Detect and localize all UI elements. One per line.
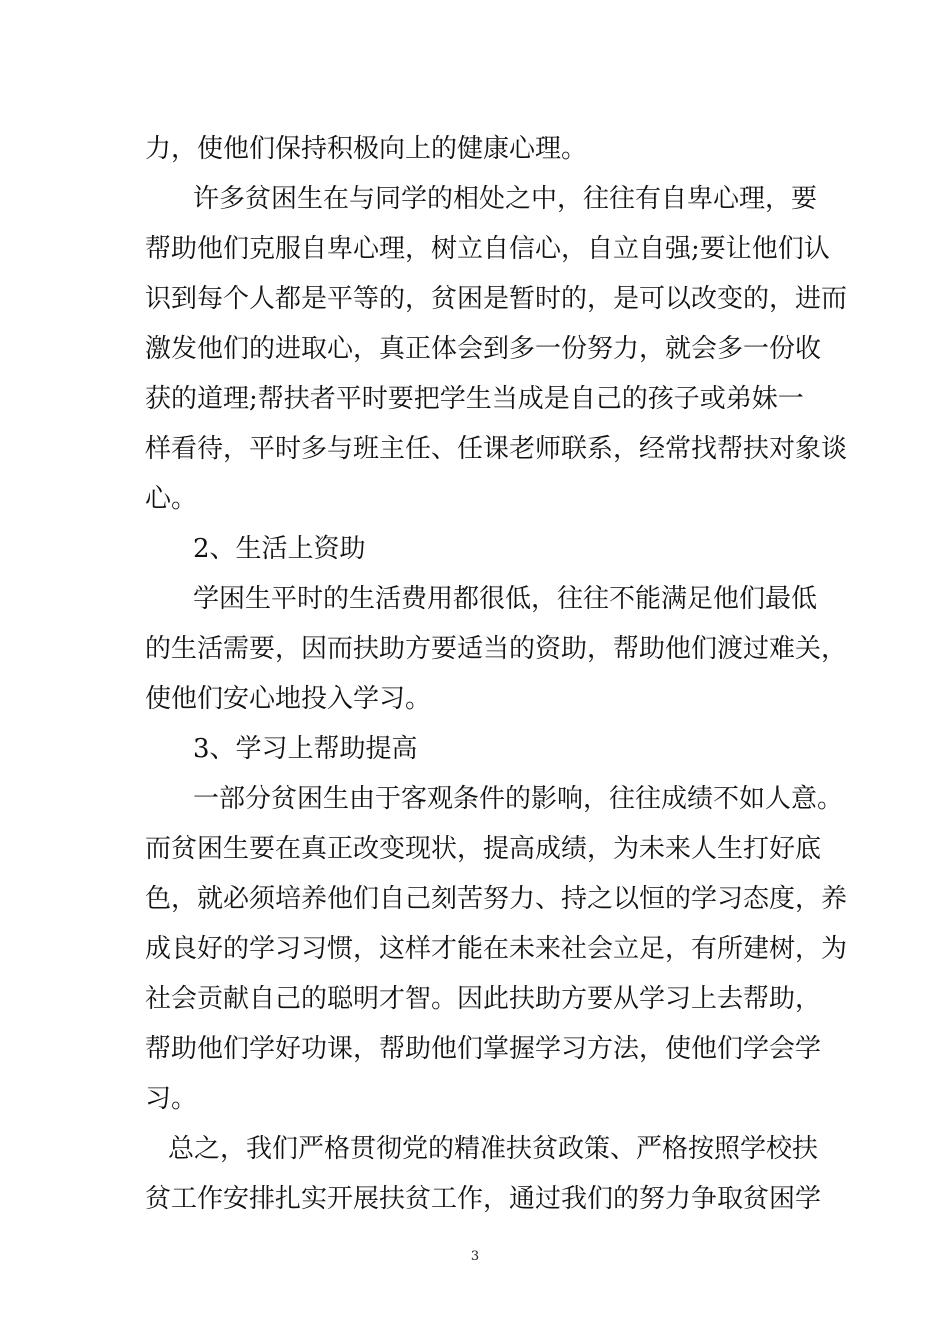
text-line: 激发他们的进取心，真正体会到多一份努力，就会多一份收 — [145, 334, 822, 364]
text-line: 帮助他们学好功课，帮助他们掌握学习方法，使他们学会学 — [145, 1034, 822, 1064]
text-line: 使他们安心地投入学习。 — [145, 684, 432, 714]
section-heading-living-aid: 2、生活上资助 — [193, 534, 366, 564]
text-line: 习。 — [145, 1084, 198, 1114]
paragraph-start: 一部分贫困生由于客观条件的影响，往往成绩不如人意。 — [193, 784, 844, 814]
paragraph-start-summary: 总之，我们严格贯彻党的精准扶贫政策、严格按照学校扶 — [168, 1134, 819, 1164]
text-line: 心。 — [145, 484, 198, 514]
text-line: 社会贡献自己的聪明才智。因此扶助方要从学习上去帮助， — [145, 984, 822, 1014]
text-line: 样看待，平时多与班主任、任课老师联系，经常找帮扶对象谈 — [145, 434, 848, 464]
paragraph-start: 许多贫困生在与同学的相处之中，往往有自卑心理，要 — [193, 184, 818, 214]
text-line: 力，使他们保持积极向上的健康心理。 — [145, 134, 588, 164]
text-line: 识到每个人都是平等的，贫困是暂时的，是可以改变的，进而 — [145, 284, 848, 314]
text-line: 成良好的学习习惯，这样才能在未来社会立足，有所建树，为 — [145, 934, 848, 964]
page-number: 3 — [470, 1249, 480, 1264]
text-line: 贫工作安排扎实开展扶贫工作，通过我们的努力争取贫困学 — [145, 1184, 822, 1214]
text-line: 获的道理;帮扶者平时要把学生当成是自己的孩子或弟妹一 — [145, 384, 804, 414]
text-line: 帮助他们克服自卑心理，树立自信心，自立自强;要让他们认 — [145, 234, 830, 264]
text-line: 色，就必须培养他们自己刻苦努力、持之以恒的学习态度，养 — [145, 884, 848, 914]
text-line: 而贫困生要在真正改变现状，提高成绩，为未来人生打好底 — [145, 834, 822, 864]
text-line: 的生活需要，因而扶助方要适当的资助，帮助他们渡过难关， — [145, 634, 848, 664]
section-heading-study-help: 3、学习上帮助提高 — [193, 734, 418, 764]
paragraph-start: 学困生平时的生活费用都很低，往往不能满足他们最低 — [193, 584, 818, 614]
